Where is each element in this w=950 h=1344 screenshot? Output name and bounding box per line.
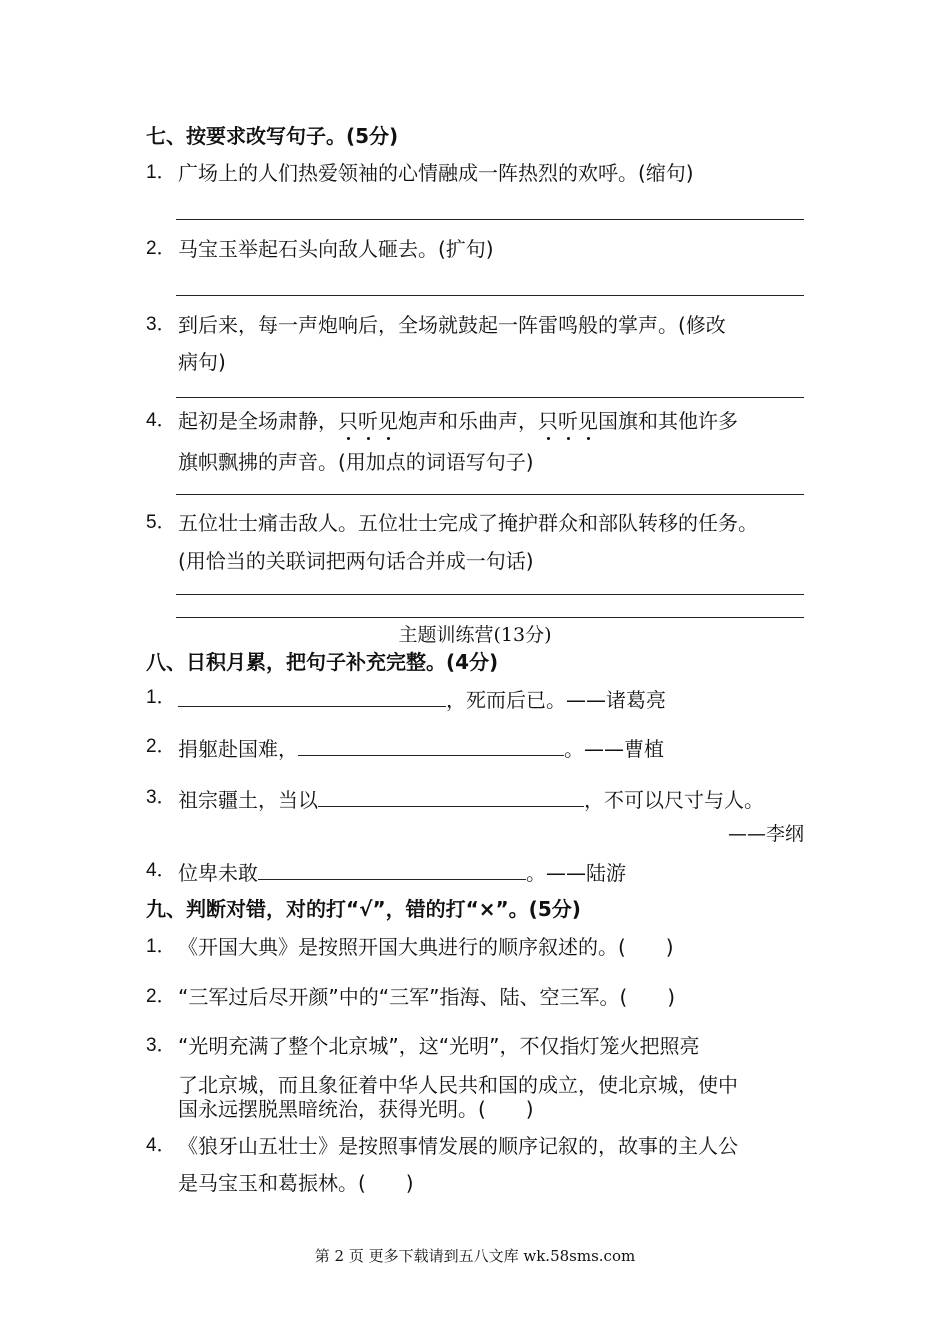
judgment-text: “光明充满了整个北京城”，这“光明”，不仅指灯笼火把照亮 [178, 1034, 700, 1058]
item-number: 4． [146, 860, 176, 881]
question-text: 广场上的人们热爱领袖的心情融成一阵热烈的欢呼。(缩句) [178, 161, 694, 185]
fill-blank[interactable] [178, 686, 446, 707]
question-text-cont: (用恰当的关联词把两句话合并成一句话) [178, 549, 534, 573]
question-text: 五位壮士痛击敌人。五位壮士完成了掩护群众和部队转移的任务。 [178, 511, 758, 535]
question-text: 到后来，每一声炮响后，全场就鼓起一阵雷鸣般的掌声。(修改 [178, 313, 726, 337]
answer-line[interactable] [176, 219, 804, 220]
text-part: ，不可以尺寸与人。 [584, 788, 764, 812]
item-number: 1． [146, 936, 176, 957]
judgment-text-cont: 国永远摆脱黑暗统治，获得光明。( ) [178, 1097, 534, 1121]
text-part: 。——曹植 [564, 737, 664, 761]
theme-camp-heading: 主题训练营(13分) [398, 624, 552, 646]
text-part: ，死而后已。——诸葛亮 [446, 688, 666, 712]
text-part: 起初是全场肃静， [178, 409, 338, 433]
answer-line[interactable] [176, 617, 804, 618]
item-number: 1． [146, 687, 176, 708]
item-number: 4． [146, 410, 176, 431]
answer-line[interactable] [176, 397, 804, 398]
fill-blank[interactable] [318, 786, 584, 807]
answer-line[interactable] [176, 295, 804, 296]
item-number: 2． [146, 238, 176, 259]
item-number: 3． [146, 787, 176, 808]
question-text: 马宝玉举起石头向敌人砸去。(扩句) [178, 237, 494, 261]
text-part: 炮声和乐曲声， [398, 409, 538, 433]
question-text-cont: 旗帜飘拂的声音。(用加点的词语写句子) [178, 450, 534, 474]
item-number: 4． [146, 1135, 176, 1156]
text-part: 位卑未敢 [178, 861, 258, 885]
question-text [178, 409, 738, 433]
item-number: 5． [146, 512, 176, 533]
item-number: 2． [146, 736, 176, 757]
fill-sentence [178, 859, 626, 885]
fill-blank[interactable] [298, 735, 564, 756]
judgment-text-cont: 是马宝玉和葛振林。( ) [178, 1171, 414, 1195]
item-number: 3． [146, 314, 176, 335]
page-footer: 第 2 页 更多下载请到五八文库 wk.58sms.com [314, 1247, 636, 1265]
section8-title: 八、日积月累，把句子补充完整。(4分) [146, 650, 499, 674]
item-number: 1． [146, 162, 176, 183]
item-number: 3． [146, 1035, 176, 1056]
answer-line[interactable] [176, 494, 804, 495]
judgment-text: “三军过后尽开颜”中的“三军”指海、陆、空三军。( ) [178, 985, 676, 1009]
answer-line[interactable] [176, 594, 804, 595]
section7-title: 七、按要求改写句子。(5分) [146, 124, 399, 148]
quote-source: ——李纲 [727, 823, 804, 845]
dotted-word: 只听见 [338, 409, 398, 433]
text-part: 捐躯赴国难， [178, 737, 298, 761]
question-text-cont: 病句) [178, 350, 226, 374]
judgment-text: 《狼牙山五壮士》是按照事情发展的顺序记叙的，故事的主人公 [178, 1134, 738, 1158]
text-part: 祖宗疆土，当以 [178, 788, 318, 812]
dotted-word: 只听见 [538, 409, 598, 433]
section9-title: 九、判断对错，对的打“√”，错的打“×”。(5分) [146, 897, 581, 921]
judgment-text: 《开国大典》是按照开国大典进行的顺序叙述的。( ) [178, 935, 674, 959]
fill-sentence [178, 786, 764, 812]
text-part: 国旗和其他许多 [598, 409, 738, 433]
judgment-text-cont: 了北京城，而且象征着中华人民共和国的成立，使北京城，使中 [178, 1073, 738, 1097]
fill-sentence [178, 735, 664, 761]
fill-sentence [178, 686, 666, 712]
item-number: 2． [146, 986, 176, 1007]
fill-blank[interactable] [258, 859, 526, 880]
text-part: 。——陆游 [526, 861, 626, 885]
